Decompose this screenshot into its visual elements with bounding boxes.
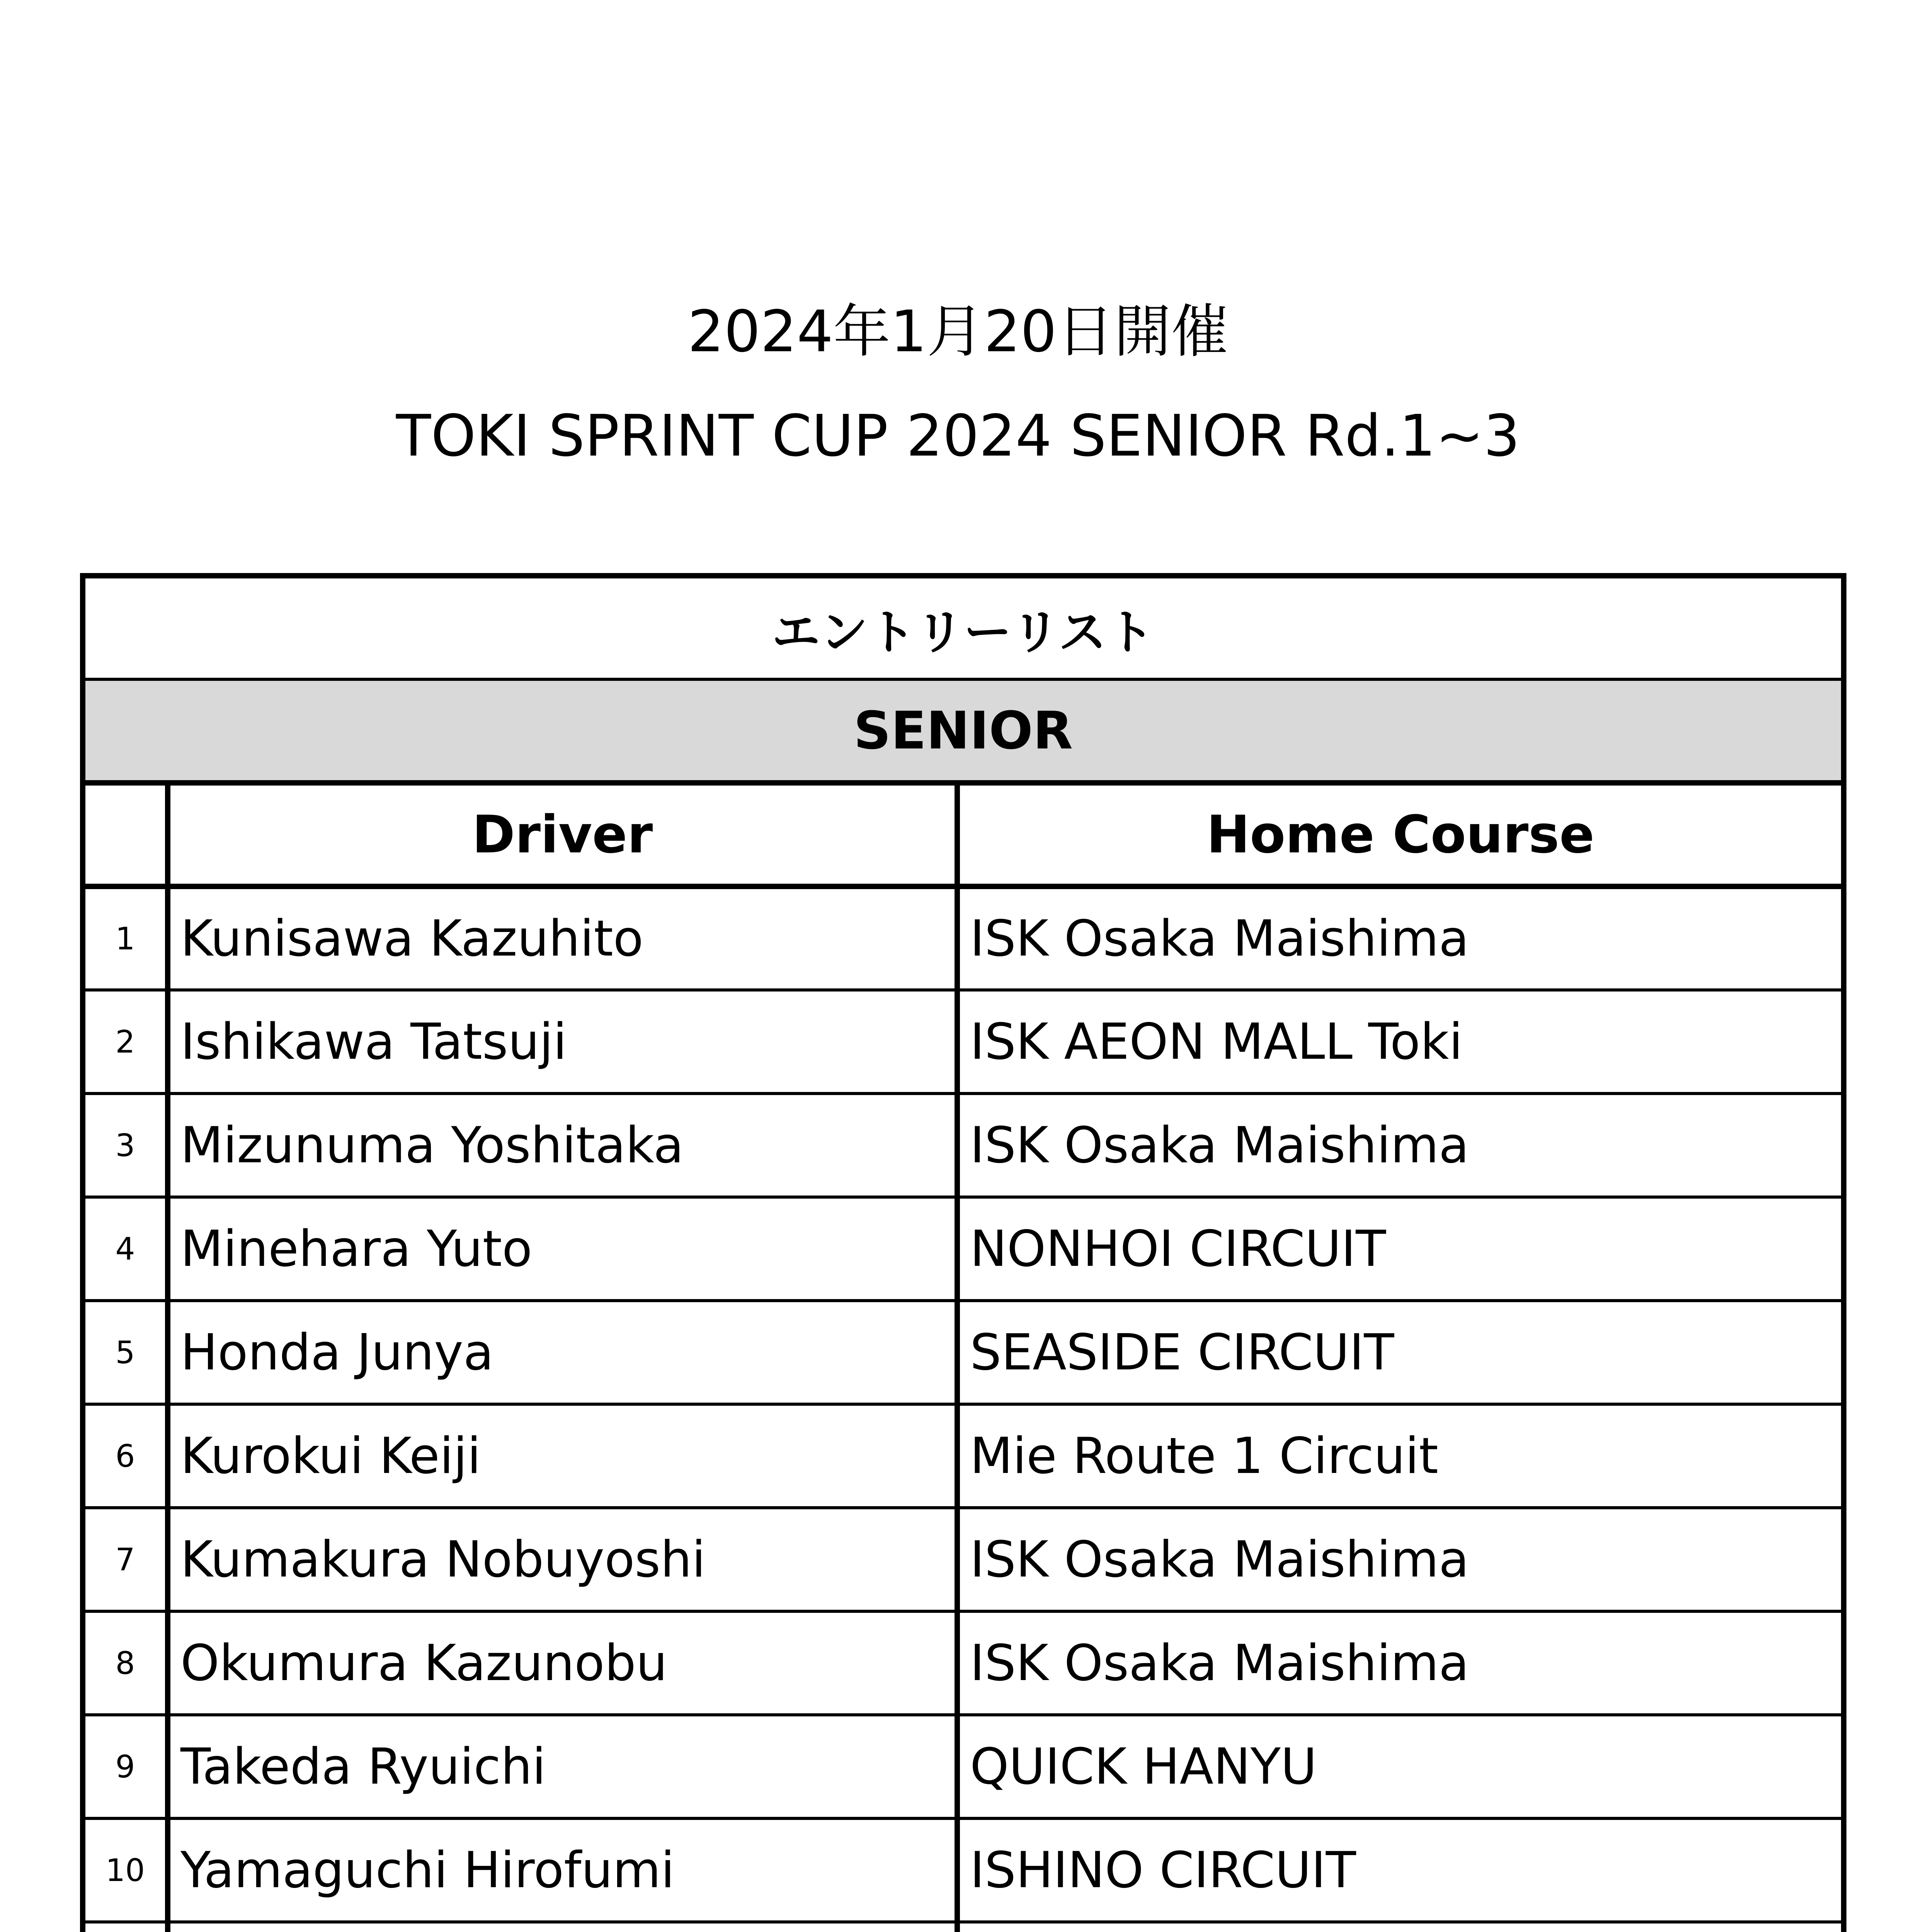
row-number: 2 (83, 990, 168, 1094)
driver-name: Okumura Kazunobu (168, 1611, 957, 1715)
driver-name: Ishikawa Tatsuji (168, 990, 957, 1094)
driver-name: Mizunuma Yoshitaka (168, 1094, 957, 1197)
table-row (83, 1611, 1844, 1715)
driver-name: Kumakura Nobuyoshi (168, 1508, 957, 1611)
row-number (83, 1922, 168, 1932)
row-number: 1 (83, 886, 168, 990)
table-row (83, 1922, 1844, 1932)
row-number: 8 (83, 1611, 168, 1715)
table-row (83, 1818, 1844, 1922)
table-row (83, 990, 1844, 1094)
entry-list-caption: エントリーリスト (83, 576, 1844, 679)
driver-name: Kunisawa Kazuhito (168, 886, 957, 990)
row-number: 3 (83, 1094, 168, 1197)
table-row (83, 886, 1844, 990)
row-number: 4 (83, 1197, 168, 1301)
driver-name: Honda Junya (168, 1301, 957, 1404)
table-row (83, 1301, 1844, 1404)
home-course: ISK Osaka Maishima (957, 886, 1844, 990)
home-course: ISK Osaka Maishima (957, 1611, 1844, 1715)
table-row (83, 1715, 1844, 1818)
row-number: 6 (83, 1404, 168, 1508)
driver-name: Minehara Yuto (168, 1197, 957, 1301)
table-row (83, 1508, 1844, 1611)
table-row (83, 1094, 1844, 1197)
driver-name: Takeda Ryuichi (168, 1715, 957, 1818)
category-label: SENIOR (83, 679, 1844, 783)
row-number: 5 (83, 1301, 168, 1404)
caption-row (83, 576, 1844, 679)
home-course-column-header: Home Course (957, 783, 1844, 886)
row-number: 9 (83, 1715, 168, 1818)
column-header-row (83, 783, 1844, 886)
home-course: ISK Osaka Maishima (957, 1094, 1844, 1197)
category-row (83, 679, 1844, 783)
home-course: ISHINO CIRCUIT (957, 1818, 1844, 1922)
home-course: SEASIDE CIRCUIT (957, 1301, 1844, 1404)
row-number: 10 (83, 1818, 168, 1922)
entry-list-table (80, 573, 1846, 1932)
driver-name: Kurokui Keiji (168, 1404, 957, 1508)
driver-column-header: Driver (168, 783, 957, 886)
entry-table-body (83, 576, 1844, 1932)
table-row (83, 1197, 1844, 1301)
driver-name: Yamaguchi Hirofumi (168, 1818, 957, 1922)
event-date-heading: 2024年1月20日開催 (687, 298, 1229, 365)
table-row (83, 1404, 1844, 1508)
home-course: ISK Osaka Maishima (957, 1508, 1844, 1611)
home-course (957, 1922, 1844, 1932)
home-course: NONHOI CIRCUIT (957, 1197, 1844, 1301)
driver-name (168, 1922, 957, 1932)
home-course: ISK AEON MALL Toki (957, 990, 1844, 1094)
event-title-heading: TOKI SPRINT CUP 2024 SENIOR Rd.1~3 (396, 403, 1520, 469)
number-column-header (83, 783, 168, 886)
row-number: 7 (83, 1508, 168, 1611)
home-course: QUICK HANYU (957, 1715, 1844, 1818)
home-course: Mie Route 1 Circuit (957, 1404, 1844, 1508)
